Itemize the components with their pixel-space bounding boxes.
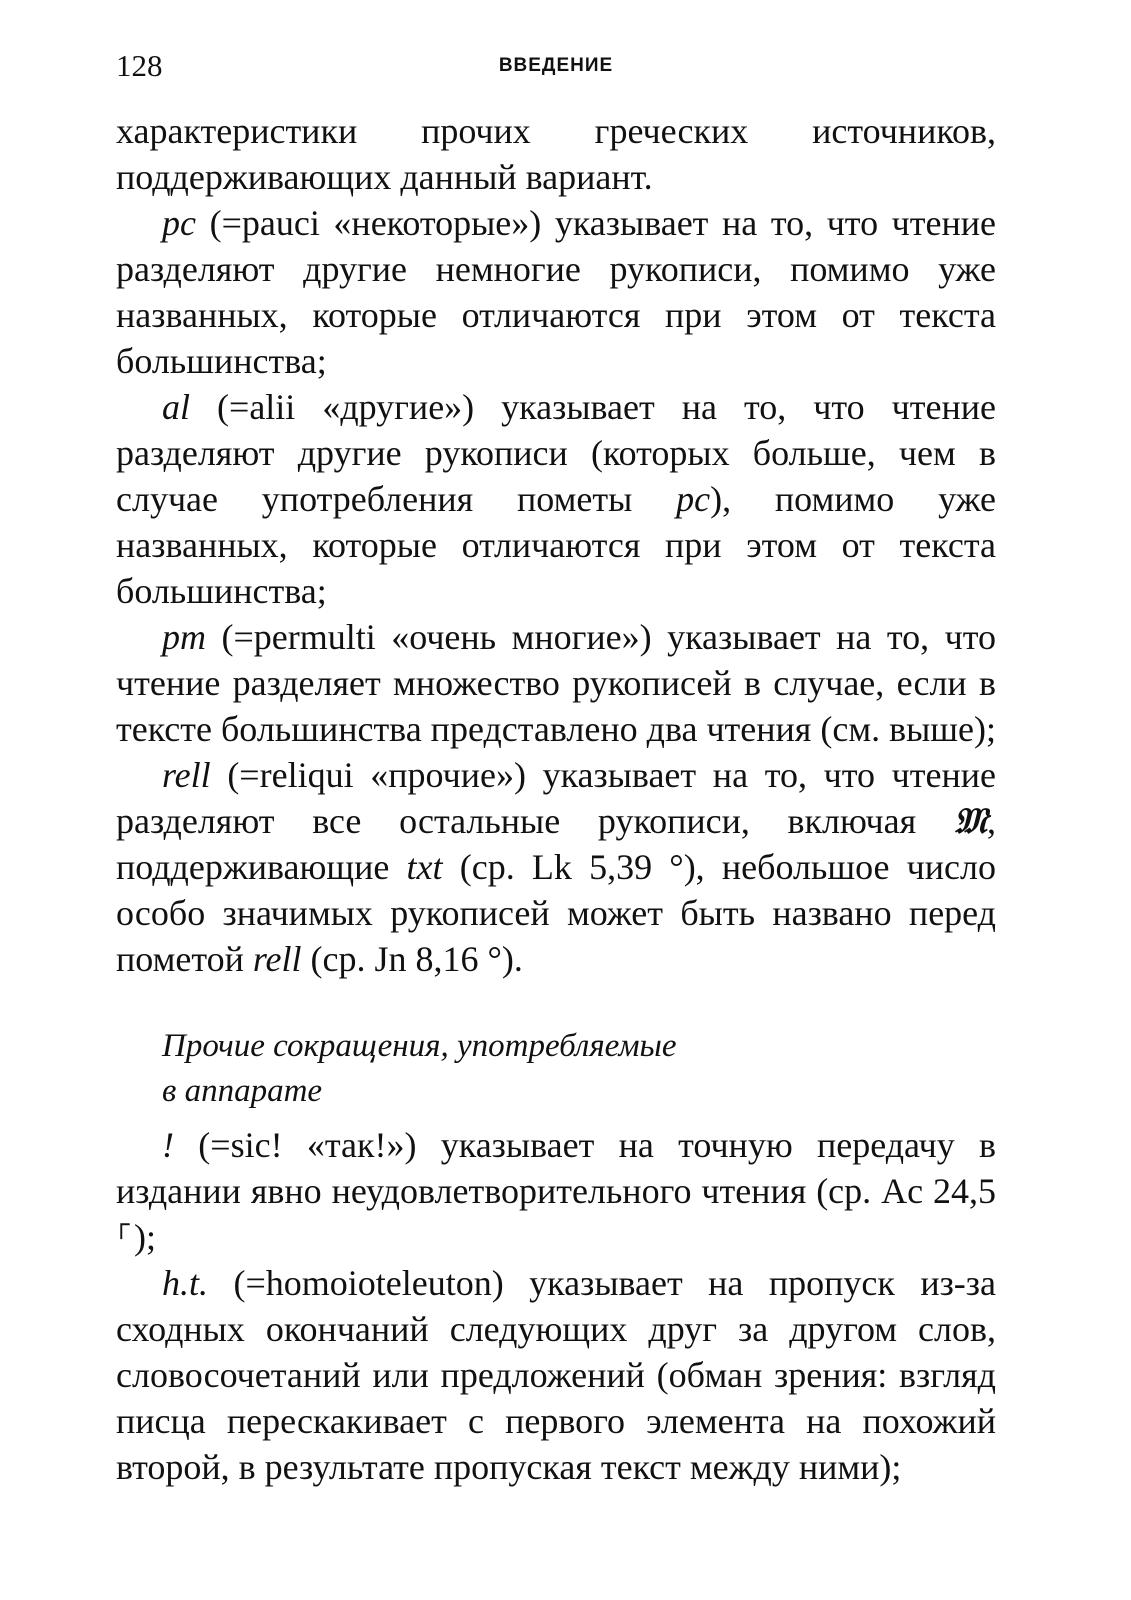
paragraph-sic — [116, 1122, 996, 1260]
paragraph-rell — [116, 752, 996, 982]
paragraph-continuation — [116, 108, 996, 200]
abbreviation-term-pm: pm — [162, 617, 206, 657]
paragraph-text: характеристики прочих греческих источников, поддерживающих данный вариант. — [116, 111, 996, 197]
abbreviation-term-txt: txt — [406, 847, 443, 887]
running-title: ВВЕДЕНИЕ — [498, 55, 614, 76]
paragraph-text: (=sic! «так!») указывает на точную передачу в издании явно неудовлетворительного чтения (ср. Ac 24,5 ⸀); — [116, 1125, 996, 1257]
page-header — [116, 40, 996, 100]
abbreviation-term-pc: pc — [162, 203, 196, 243]
paragraph-ht — [116, 1260, 996, 1490]
paragraph-text: (ср. Jn 8,16 °). — [301, 939, 523, 979]
paragraph-pm — [116, 614, 996, 752]
paragraph-text: (=permulti «очень многие») указывает на то, что чтение разделяет множество рукописей в случае, если в тексте большинства представлено два чтения (см. выше); — [116, 617, 996, 749]
paragraph-text: (=alii «другие») указывает на то, что чтение разделяют другие рукописи (которых больше, чем в случае употребления пометы — [116, 387, 996, 519]
paragraph-text: (=homoioteleuton) указывает на пропуск из-за сходных окончаний следующих друг за другом слов, словосочетаний или предложений (обман зрения: взгляд писца перескакивает с первого элемента на похожий второй, в результате пропуская текст между ними); — [116, 1263, 996, 1487]
abbreviation-term-ht: h.t. — [162, 1263, 209, 1303]
book-page — [116, 40, 996, 1490]
majority-text-symbol: 𝔐 — [953, 801, 987, 841]
abbreviation-term-rell-inline: rell — [252, 939, 302, 979]
abbreviation-term-sic: ! — [162, 1125, 174, 1165]
paragraph-pc — [116, 200, 996, 384]
paragraph-text: , поддерживающие — [116, 801, 996, 887]
section-heading-line: в аппарате — [162, 1073, 323, 1109]
paragraph-text: (=reliqui «прочие») указывает на то, что чтение разделяют все остальные рукописи, включая — [116, 755, 996, 841]
paragraph-text: (ср. Lk 5,39 °), небольшое число особо значимых рукописей может быть названо перед пометой — [116, 847, 997, 979]
page-number: 128 — [116, 48, 163, 83]
paragraph-al — [116, 384, 996, 614]
abbreviation-term-rell: rell — [162, 755, 211, 795]
paragraph-text: (=pauci «некоторые») указывает на то, что чтение разделяют другие немногие рукописи, помимо уже названных, которые отличаются при этом от текста большинства; — [116, 203, 996, 381]
paragraph-text: ), помимо уже названных, которые отличаются при этом от текста большинства; — [116, 479, 996, 611]
abbreviation-term-al: al — [162, 387, 191, 427]
abbreviation-term-pc-inline: pc — [676, 479, 711, 519]
section-heading — [162, 1024, 996, 1114]
section-heading-line: Прочие сокращения, употребляемые — [162, 1028, 677, 1064]
